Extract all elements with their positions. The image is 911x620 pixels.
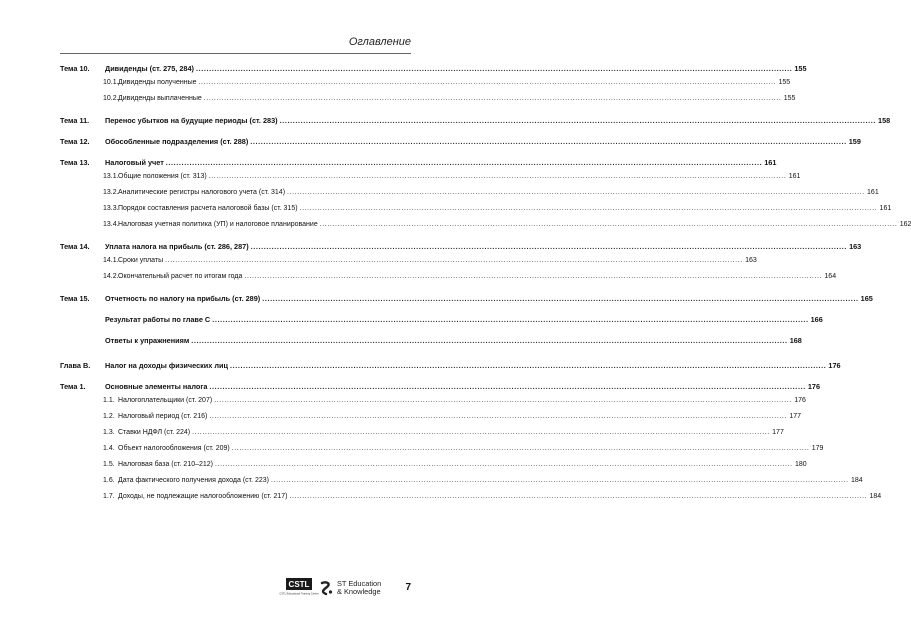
toc-entry-subtopic[interactable] (60, 461, 807, 472)
toc-entry-page: 165 (860, 294, 873, 303)
toc-entry-subtopic[interactable] (60, 429, 784, 440)
toc-entry-page: 162 (899, 221, 911, 228)
toc-entry-topic[interactable] (60, 382, 821, 393)
toc-entry-number: 10.2. (103, 95, 119, 102)
st-logo-line1: ST Education (337, 579, 382, 588)
toc-entry-title: Дивиденды полученные (118, 79, 197, 86)
dot-leader (215, 461, 793, 468)
page-header-title: Оглавление (348, 36, 411, 48)
toc-entry-page: 176 (828, 361, 841, 370)
dot-leader (209, 413, 787, 420)
toc-entry-title: Отчетность по налогу на прибыль (ст. 289) (105, 294, 261, 303)
toc-entry-page: 164 (824, 273, 837, 280)
cstl-logo-icon (279, 578, 319, 596)
toc-entry-page: 184 (869, 493, 882, 500)
dot-leader (289, 493, 867, 500)
toc-entry-page: 155 (783, 95, 796, 102)
toc-entry-title: Ответы к упражнениям (105, 336, 190, 345)
toc-entry-title: Результат работы по главе С (105, 315, 211, 324)
toc-entry-page: 163 (745, 257, 757, 264)
toc-entry-title: Сроки уплаты (118, 257, 164, 264)
toc-entry-subtopic[interactable] (60, 79, 791, 90)
toc-entry-page: 163 (849, 242, 862, 251)
toc-entry-page: 176 (807, 382, 821, 391)
dot-leader (204, 95, 782, 102)
dot-leader (212, 315, 808, 324)
toc-entry-page: 176 (794, 397, 806, 404)
toc-entry-title: Дивиденды выплаченные (118, 95, 202, 102)
toc-entry-page: 168 (789, 336, 802, 345)
dot-leader (251, 242, 847, 251)
dot-leader (191, 336, 787, 345)
toc-entry-title: Налоговый период (ст. 216) (118, 413, 208, 420)
toc-entry-label: Тема 14. (60, 242, 90, 251)
dot-leader (320, 221, 898, 228)
toc-entry-title: Ставки НДФЛ (ст. 224) (118, 429, 191, 436)
toc-entry-title: Обособленные подразделения (ст. 288) (105, 137, 249, 146)
toc-entry-topic[interactable] (60, 116, 891, 127)
dot-leader (300, 205, 878, 212)
toc-entry-subtopic[interactable] (60, 189, 879, 200)
toc-entry-title: Налоговая база (ст. 210–212) (118, 461, 214, 468)
st-education-logo (318, 578, 400, 598)
dot-leader (244, 273, 822, 280)
toc-entry-page: 177 (789, 413, 802, 420)
dot-leader (262, 294, 858, 303)
toc-entry-title: Дивиденды (ст. 275, 284) (105, 64, 194, 73)
dot-leader (192, 429, 770, 436)
toc-entry-label: Тема 10. (60, 64, 90, 73)
toc-entry-title: Дата фактического получения дохода (ст. 223) (118, 477, 269, 484)
toc-entry-topic[interactable] (60, 242, 862, 253)
toc-entry-subtopic[interactable] (60, 493, 882, 504)
toc-entry-label: Тема 12. (60, 137, 90, 146)
toc-entry-number: 1.7. (103, 493, 115, 500)
toc-entry-topic[interactable] (60, 361, 841, 372)
toc-entry-page: 177 (772, 429, 784, 436)
toc-entry-subtopic[interactable] (60, 221, 911, 232)
toc-entry-page: 155 (794, 64, 807, 73)
toc-entry-topic[interactable] (60, 158, 777, 169)
dot-leader (280, 116, 876, 125)
toc-entry-number: 14.1. (103, 257, 119, 264)
toc-entry-title: Основные элементы налога (105, 382, 208, 391)
toc-entry-number: 1.4. (103, 445, 115, 452)
toc-entry-page: 161 (879, 205, 892, 212)
table-of-contents (60, 64, 911, 504)
toc-entry-number: 1.5. (103, 461, 115, 468)
toc-entry-page: 180 (795, 461, 807, 468)
toc-entry-topic[interactable] (60, 64, 807, 75)
toc-entry-title: Перенос убытков на будущие периоды (ст. 283) (105, 116, 278, 125)
toc-entry-page: 161 (867, 189, 879, 196)
toc-entry-subtopic[interactable] (60, 477, 863, 488)
toc-entry-subtopic[interactable] (60, 273, 837, 284)
dot-leader (199, 79, 777, 86)
dot-leader (214, 397, 792, 404)
toc-entry-label: Тема 1. (60, 382, 86, 391)
dot-leader (196, 64, 792, 73)
toc-entry-number: 1.3. (103, 429, 115, 436)
dot-leader (166, 158, 762, 167)
toc-entry-page: 179 (811, 445, 824, 452)
toc-entry-subtopic[interactable] (60, 257, 757, 268)
toc-entry-title: Уплата налога на прибыль (ст. 286, 287) (105, 242, 249, 251)
toc-entry-number: 13.4. (103, 221, 119, 228)
toc-entry-title: Налоговая учетная политика (УП) и налоговое планирование (118, 221, 318, 228)
toc-entry-page: 155 (778, 79, 791, 86)
page-number: 7 (405, 582, 411, 593)
toc-entry-title: Доходы, не подлежащие налогообложению (ст. 217) (118, 493, 288, 500)
dot-leader (287, 189, 865, 196)
dot-leader (250, 137, 846, 146)
toc-entry-number: 13.2. (103, 189, 119, 196)
toc-entry-number: 1.1. (103, 397, 115, 404)
toc-entry-title: Окончательный расчет по итогам года (118, 273, 243, 280)
toc-entry-subtopic[interactable] (60, 205, 892, 216)
toc-entry-title: Объект налогообложения (ст. 209) (118, 445, 230, 452)
toc-entry-topic[interactable] (60, 315, 823, 326)
toc-entry-label: Тема 15. (60, 294, 90, 303)
st-logo-line2: & Knowledge (337, 587, 381, 596)
toc-entry-subtopic[interactable] (60, 397, 806, 408)
cstl-logo-text: CSTL (288, 580, 310, 589)
toc-entry-page: 159 (848, 137, 861, 146)
toc-entry-number: 13.1. (103, 173, 119, 180)
dot-leader (165, 257, 743, 264)
toc-entry-title: Налог на доходы физических лиц (105, 361, 228, 370)
toc-entry-page: 166 (810, 315, 823, 324)
cstl-logo-subtext: CSTL Educational Training Center (279, 592, 319, 596)
toc-entry-number: 1.6. (103, 477, 115, 484)
st-logo-icon (318, 580, 334, 596)
dot-leader (209, 173, 787, 180)
header-rule (60, 53, 411, 54)
toc-entry-label: Тема 13. (60, 158, 90, 167)
toc-entry-title: Общие положения (ст. 313) (118, 173, 207, 180)
toc-entry-page: 161 (788, 173, 801, 180)
toc-entry-title: Налоговый учет (105, 158, 164, 167)
toc-entry-topic[interactable] (60, 294, 873, 305)
toc-entry-label: Глава В. (60, 361, 91, 370)
toc-entry-title: Порядок составления расчета налоговой базы (ст. 315) (118, 205, 298, 212)
toc-entry-topic[interactable] (60, 137, 861, 148)
toc-entry-subtopic[interactable] (60, 445, 824, 456)
toc-entry-page: 161 (764, 158, 777, 167)
dot-leader (271, 477, 849, 484)
dot-leader (209, 382, 805, 391)
toc-entry-title: Налогоплательщики (ст. 207) (118, 397, 213, 404)
toc-entry-number: 1.2. (103, 413, 115, 420)
toc-entry-number: 10.1. (103, 79, 119, 86)
toc-entry-subtopic[interactable] (60, 173, 801, 184)
toc-entry-number: 13.3. (103, 205, 119, 212)
dot-leader (232, 445, 810, 452)
toc-entry-page: 184 (850, 477, 863, 484)
toc-entry-title: Аналитические регистры налогового учета (ст. 314) (118, 189, 286, 196)
toc-entry-subtopic[interactable] (60, 95, 796, 106)
toc-entry-page: 158 (878, 116, 891, 125)
dot-leader (230, 361, 826, 370)
toc-entry-subtopic[interactable] (60, 413, 802, 424)
toc-entry-label: Тема 11. (60, 116, 90, 125)
toc-entry-topic[interactable] (60, 336, 802, 347)
toc-entry-number: 14.2. (103, 273, 119, 280)
